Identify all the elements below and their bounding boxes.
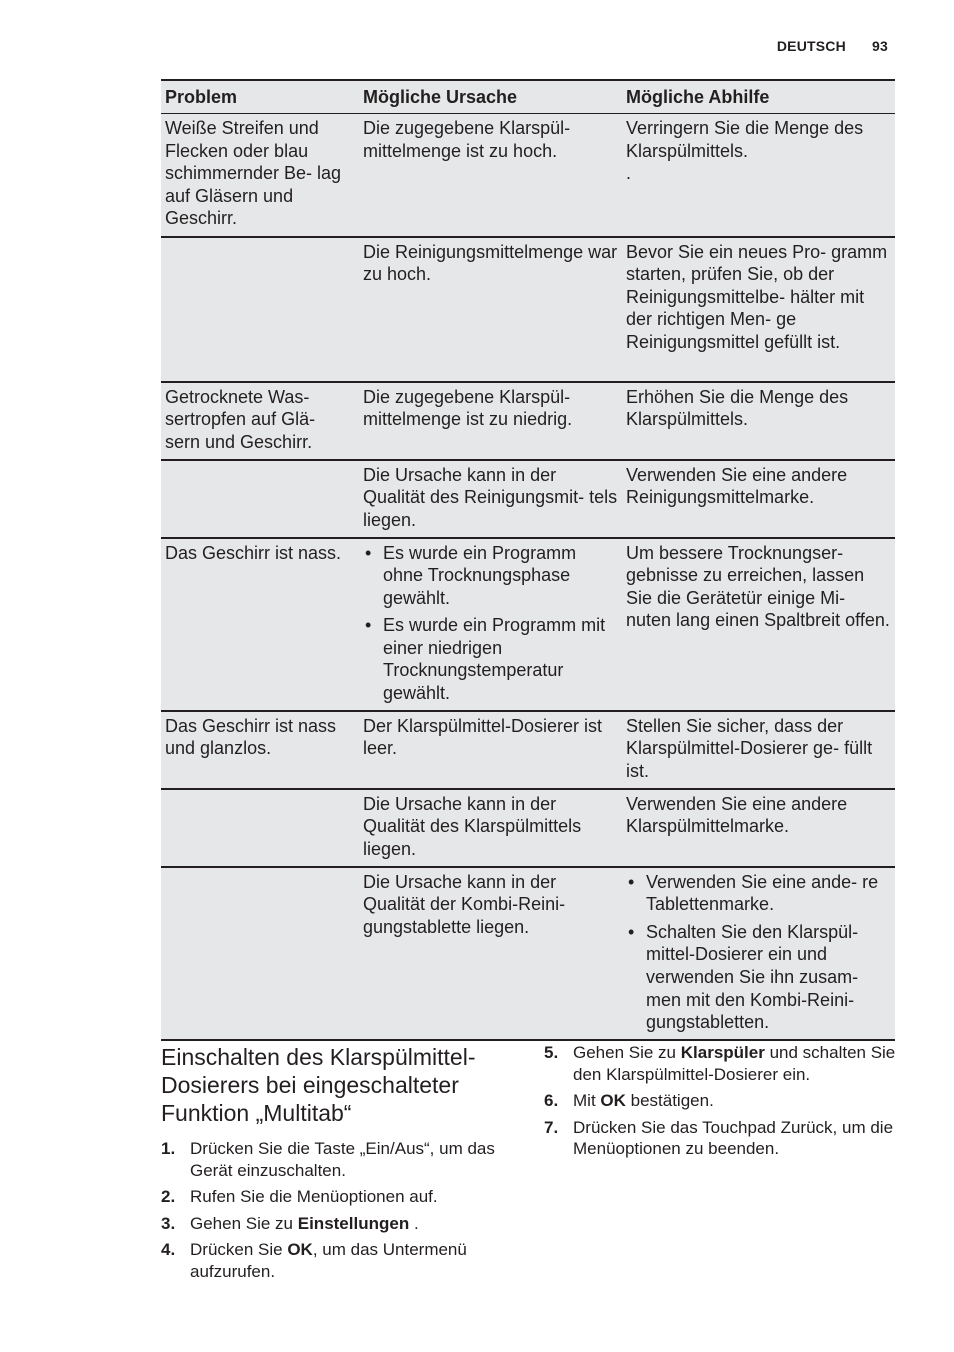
- cause-bullet-item: • Es wurde ein Programm ohne Trocknungsphase gewählt.: [383, 542, 618, 610]
- table-row: [161, 867, 895, 1040]
- cause-cell: Der Klarspülmittel-Dosierer ist leer.: [359, 711, 622, 789]
- step-bold-text: OK: [600, 1091, 626, 1110]
- step-bold-text: Klarspüler: [680, 1043, 765, 1062]
- remedy-cell: Verwenden Sie eine andere Klarspülmittelmarke.: [622, 789, 895, 867]
- column-header-cause: Mögliche Ursache: [359, 80, 622, 114]
- step-number: 2.: [161, 1187, 176, 1206]
- step-text: Rufen Sie die Menüoptionen auf.: [190, 1187, 438, 1206]
- table-row: [161, 114, 895, 237]
- step-text-after: , um das Untermenü aufzurufen.: [190, 1240, 467, 1281]
- step-number: 1.: [161, 1139, 176, 1158]
- problem-cell: [161, 789, 359, 867]
- problem-cell: Getrocknete Was- sertropfen auf Glä- sern und Geschirr.: [161, 382, 359, 460]
- cause-bullet-list: [363, 542, 618, 705]
- remedy-cell: Stellen Sie sicher, dass der Klarspülmittel-Dosierer ge- füllt ist.: [622, 711, 895, 789]
- remedy-cell: Erhöhen Sie die Menge des Klarspülmittels.: [622, 382, 895, 460]
- problem-cell: Das Geschirr ist nass.: [161, 538, 359, 711]
- table-row: [161, 237, 895, 382]
- cause-cell: Die Ursache kann in der Qualität der Kombi-Reini- gungstablette liegen.: [359, 867, 622, 1040]
- step-number: 7.: [544, 1117, 559, 1137]
- page-header: [777, 38, 888, 54]
- remedy-bullet-item: • Schalten Sie den Klarspül- mittel-Dosierer ein und verwenden Sie ihn zusam- men mit den Kombi-Reini- gungstabletten.: [646, 921, 891, 1034]
- cause-cell: Die Reinigungsmittelmenge war zu hoch.: [359, 237, 622, 382]
- table-row: [161, 382, 895, 460]
- step-number: 3.: [161, 1213, 176, 1233]
- column-header-remedy: Mögliche Abhilfe: [622, 80, 895, 114]
- step-item: [161, 1186, 506, 1208]
- section-title: Einschalten des Klarspülmittel-Dosierers bei eingeschalteter Funktion „Multitab“: [161, 1044, 476, 1126]
- remedy-cell: [622, 114, 895, 237]
- steps-list-left: [161, 1138, 506, 1287]
- cause-cell: Die Ursache kann in der Qualität des Klarspülmittels liegen.: [359, 789, 622, 867]
- cause-cell: Die zugegebene Klarspül- mittelmenge ist zu niedrig.: [359, 382, 622, 460]
- cause-cell: [359, 538, 622, 711]
- remedy-cell: Bevor Sie ein neues Pro- gramm starten, prüfen Sie, ob der Reinigungsmittelbe- hälter mit der richtigen Men- ge Reinigungsmittel gefüllt ist.: [622, 237, 895, 382]
- problem-cell: [161, 867, 359, 1040]
- step-number: 4.: [161, 1240, 176, 1259]
- remedy-cell: Verwenden Sie eine andere Reinigungsmittelmarke.: [622, 460, 895, 538]
- problem-cell: Das Geschirr ist nass und glanzlos.: [161, 711, 359, 789]
- step-text: Gehen Sie zu: [573, 1043, 681, 1062]
- table-header-row: [161, 80, 895, 114]
- step-text: Drücken Sie: [190, 1240, 288, 1259]
- steps-list-right: [544, 1042, 896, 1165]
- step-number: 5.: [544, 1043, 559, 1062]
- step-text-after: .: [409, 1213, 419, 1233]
- step-item: [161, 1239, 506, 1282]
- remedy-cell: Um bessere Trocknungser- gebnisse zu erreichen, lassen Sie die Gerätetür einige Mi- nuten lang einen Spaltbreit offen.: [622, 538, 895, 711]
- step-number: 6.: [544, 1091, 559, 1110]
- step-item: [544, 1090, 896, 1112]
- step-text-after: und schalten Sie den Klarspülmittel-Dosierer ein.: [573, 1043, 896, 1084]
- step-bold-text: Einstellungen: [297, 1213, 410, 1233]
- remedy-bullet-item: • Verwenden Sie eine ande- re Tablettenmarke.: [646, 871, 891, 916]
- cause-cell: Die Ursache kann in der Qualität des Reinigungsmit- tels liegen.: [359, 460, 622, 538]
- step-text: Gehen Sie zu: [190, 1213, 298, 1233]
- troubleshooting-table: [161, 79, 895, 1041]
- page-number: 93: [872, 38, 888, 54]
- step-item: [161, 1138, 506, 1181]
- column-header-problem: Problem: [161, 80, 359, 114]
- step-item: [161, 1213, 506, 1235]
- remedy-text: Verringern Sie die Menge des Klarspülmittels.: [626, 118, 864, 161]
- cause-cell: Die zugegebene Klarspül- mittelmenge ist zu hoch.: [359, 114, 622, 237]
- problem-cell: Weiße Streifen und Flecken oder blau schimmernder Be- lag auf Gläsern und Geschirr.: [161, 114, 359, 237]
- table-row: [161, 460, 895, 538]
- remedy-cell: [622, 867, 895, 1040]
- step-item: [544, 1117, 896, 1160]
- problem-cell: [161, 237, 359, 382]
- language-label: DEUTSCH: [776, 38, 846, 54]
- step-text: Drücken Sie die Taste „Ein/Aus“, um das Gerät einzuschalten.: [190, 1139, 495, 1180]
- step-bold-text: OK: [287, 1240, 313, 1259]
- problem-cell: [161, 460, 359, 538]
- step-text-after: bestätigen.: [625, 1091, 714, 1110]
- table-row: [161, 789, 895, 867]
- cause-bullet-item: • Es wurde ein Programm mit einer niedrigen Trocknungstemperatur gewählt.: [383, 614, 618, 704]
- remedy-extra: .: [626, 163, 632, 184]
- step-text: Drücken Sie das Touchpad Zurück, um die Menüoptionen zu beenden.: [573, 1117, 894, 1158]
- table-row: [161, 711, 895, 789]
- remedy-bullet-list: [626, 871, 891, 1034]
- step-item: [544, 1042, 896, 1085]
- step-text: Mit: [573, 1091, 601, 1110]
- table-row: [161, 538, 895, 711]
